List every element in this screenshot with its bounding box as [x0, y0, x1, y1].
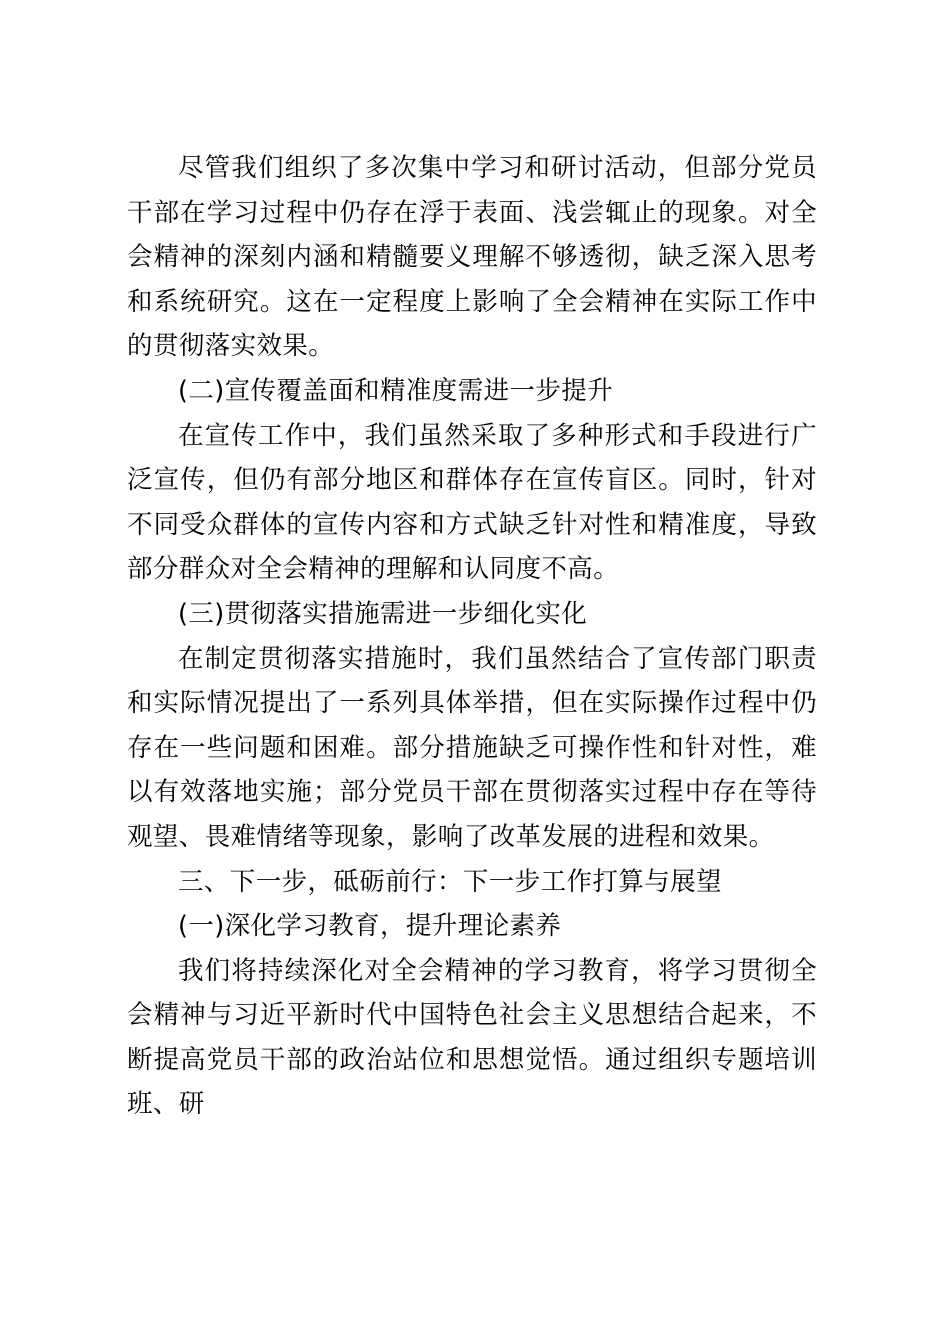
paragraph-implementation: 在制定贯彻落实措施时，我们虽然结合了宣传部门职责和实际情况提出了一系列具体举措，但在实际操作过程中仍存在一些问题和困难。部分措施缺乏可操作性和针对性，难以有效落地实施；部分党员干部在贯彻落实过程中存在等待观望、畏难情绪等现象，影响了改革发展的进程和效果。 — [127, 643, 817, 852]
section-heading-implementation: (三)贯彻落实措施需进一步细化实化 — [178, 598, 588, 629]
paragraph-publicity: 在宣传工作中，我们虽然采取了多种形式和手段进行广泛宣传，但仍有部分地区和群体存在宣传盲区。同时，针对不同受众群体的宣传内容和方式缺乏针对性和精准度，导致部分群众对全会精神的理解和认同度不高。 — [127, 420, 817, 585]
chapter-heading-next-steps: 三、下一步，砥砺前行：下一步工作打算与展望 — [178, 866, 722, 897]
paragraph-deepen-study: 我们将持续深化对全会精神的学习教育，将学习贯彻全会精神与习近平新时代中国特色社会主义思想结合起来，不断提高党员干部的政治站位和思想觉悟。通过组织专题培训班、研 — [127, 955, 817, 1120]
document-page — [127, 146, 817, 1127]
section-heading-deepen-study: (一)深化学习教育，提升理论素养 — [178, 911, 562, 942]
paragraph-study-issues: 尽管我们组织了多次集中学习和研讨活动，但部分党员干部在学习过程中仍存在浮于表面、浅尝辄止的现象。对全会精神的深刻内涵和精髓要义理解不够透彻，缺乏深入思考和系统研究。这在一定程度上影响了全会精神在实际工作中的贯彻落实效果。 — [127, 153, 817, 362]
section-heading-publicity: (二)宣传覆盖面和精准度需进一步提升 — [178, 375, 614, 406]
